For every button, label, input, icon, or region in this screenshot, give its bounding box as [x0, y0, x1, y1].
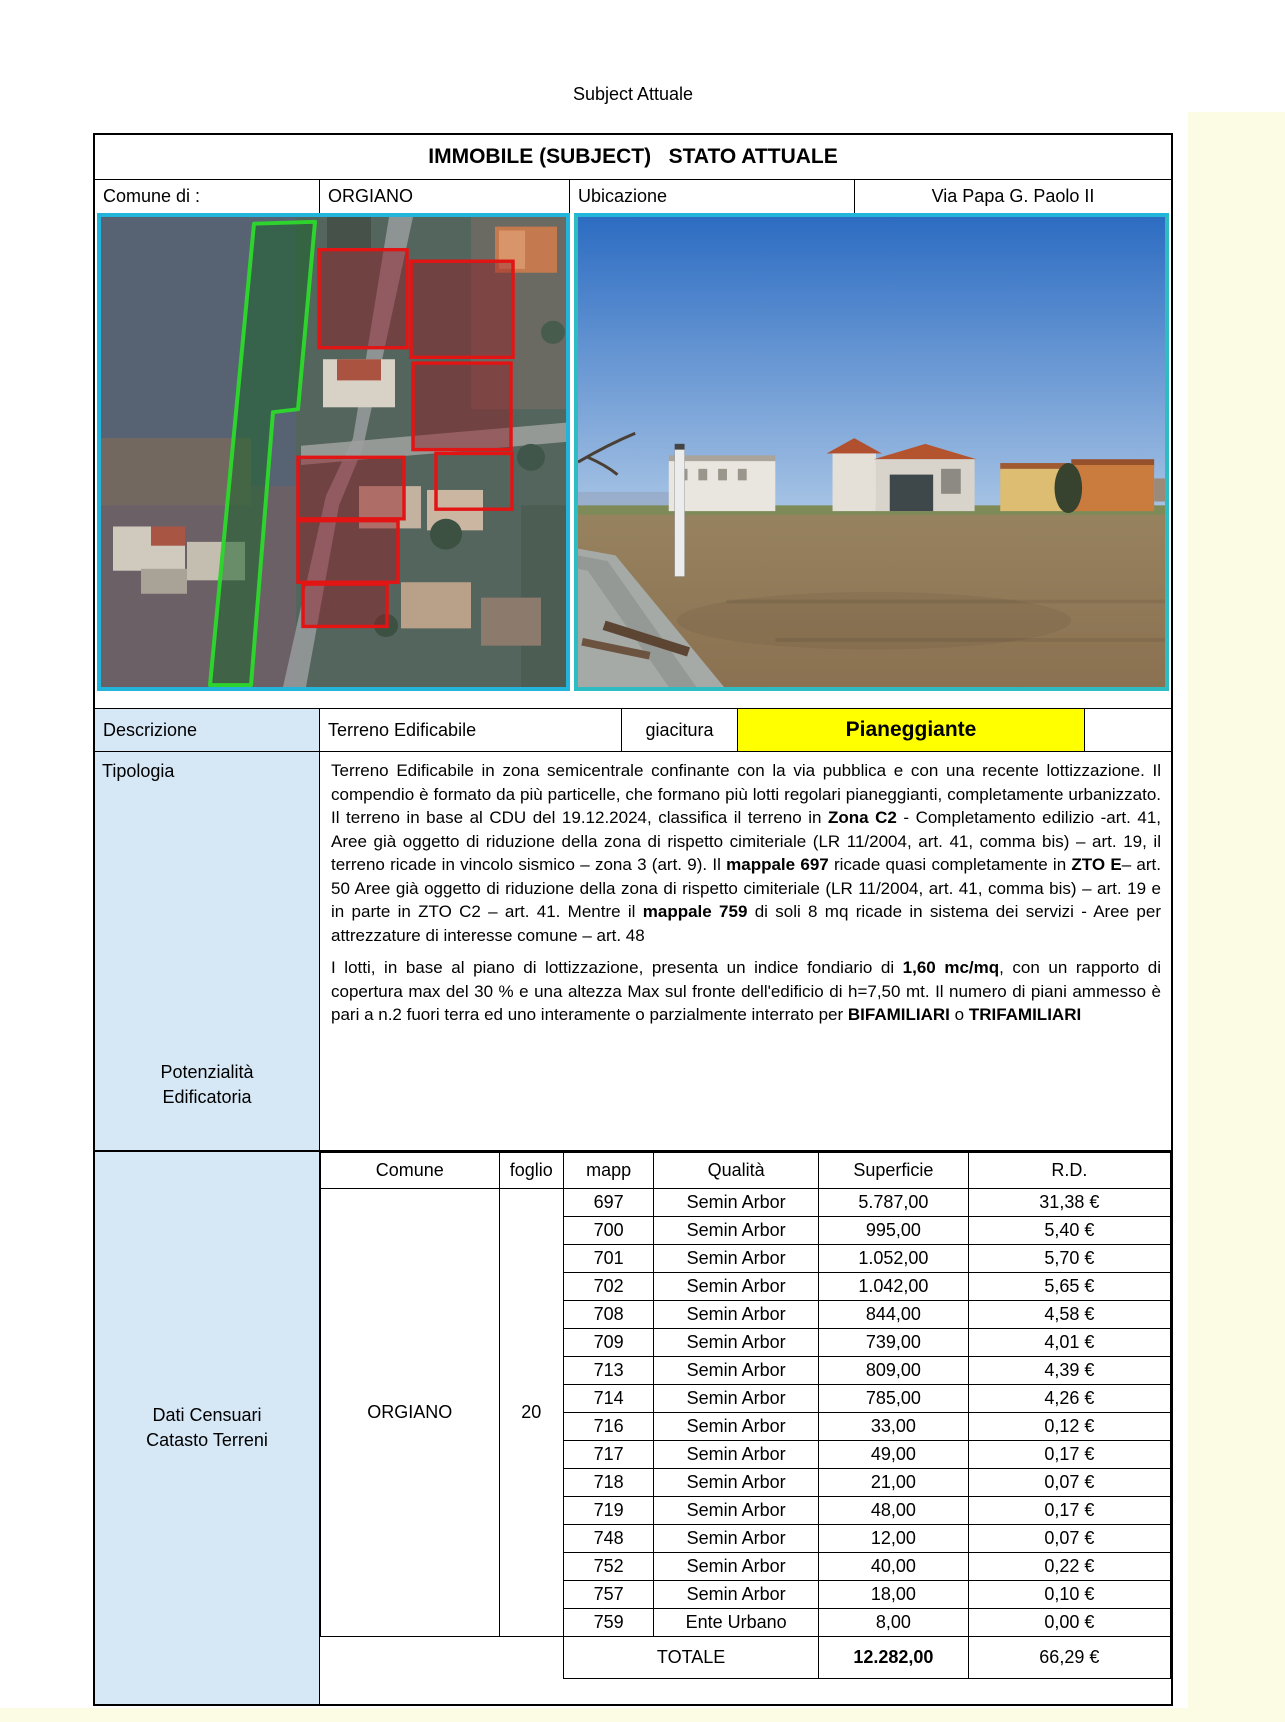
- rd-cell: 5,70 €: [968, 1245, 1170, 1273]
- rd-cell: 0,12 €: [968, 1413, 1170, 1441]
- superficie-cell: 33,00: [819, 1413, 969, 1441]
- descrizione-value: Terreno Edificabile: [320, 709, 622, 751]
- descrizione-empty-cell: [1085, 709, 1171, 751]
- qualita-cell: Semin Arbor: [654, 1469, 819, 1497]
- superficie-cell: 48,00: [819, 1497, 969, 1525]
- qualita-cell: Semin Arbor: [654, 1189, 819, 1217]
- mapp-cell: 759: [564, 1609, 654, 1637]
- qualita-cell: Semin Arbor: [654, 1357, 819, 1385]
- qualita-cell: Semin Arbor: [654, 1245, 819, 1273]
- comune-merged-cell: ORGIANO: [321, 1189, 500, 1637]
- superficie-cell: 21,00: [819, 1469, 969, 1497]
- table-header-title: IMMOBILE (SUBJECT) STATO ATTUALE: [95, 135, 1171, 180]
- page-margin-bottom: [0, 1708, 1285, 1722]
- giacitura-label: giacitura: [622, 709, 738, 751]
- qualita-cell: Semin Arbor: [654, 1301, 819, 1329]
- site-photo-graphic: [578, 217, 1165, 687]
- qualita-cell: Semin Arbor: [654, 1525, 819, 1553]
- superficie-cell: 8,00: [819, 1609, 969, 1637]
- qualita-cell: Semin Arbor: [654, 1413, 819, 1441]
- superficie-cell: 49,00: [819, 1441, 969, 1469]
- totale-rd: 66,29 €: [968, 1637, 1170, 1679]
- mapp-cell: 708: [564, 1301, 654, 1329]
- tipologia-section: [95, 752, 1171, 1152]
- totale-row: [321, 1637, 1171, 1679]
- mapp-cell: 701: [564, 1245, 654, 1273]
- header-rd: R.D.: [968, 1153, 1170, 1189]
- qualita-cell: Semin Arbor: [654, 1581, 819, 1609]
- aerial-map-graphic: [101, 217, 566, 687]
- ubicazione-label: Ubicazione: [570, 180, 855, 213]
- rd-cell: 0,17 €: [968, 1441, 1170, 1469]
- comune-value: ORGIANO: [320, 180, 570, 213]
- tipologia-label-column: [95, 752, 320, 1150]
- mapp-cell: 716: [564, 1413, 654, 1441]
- rd-cell: 5,40 €: [968, 1217, 1170, 1245]
- totale-blank-cell: [321, 1637, 564, 1679]
- superficie-cell: 844,00: [819, 1301, 969, 1329]
- header-qualita: Qualità: [654, 1153, 819, 1189]
- header-superficie: Superficie: [819, 1153, 969, 1189]
- giacitura-value-highlight: Pianeggiante: [738, 709, 1085, 751]
- catasto-header-row: [321, 1153, 1171, 1189]
- superficie-cell: 18,00: [819, 1581, 969, 1609]
- totale-label: TOTALE: [564, 1637, 819, 1679]
- page-title: Subject Attuale: [572, 84, 694, 104]
- rd-cell: 0,22 €: [968, 1553, 1170, 1581]
- rd-cell: 0,17 €: [968, 1497, 1170, 1525]
- mapp-cell: 719: [564, 1497, 654, 1525]
- rd-cell: 0,10 €: [968, 1581, 1170, 1609]
- superficie-cell: 40,00: [819, 1553, 969, 1581]
- superficie-cell: 1.042,00: [819, 1273, 969, 1301]
- foglio-merged-cell: 20: [499, 1189, 564, 1637]
- row-spacer: [95, 691, 1171, 709]
- catasto-table-wrap: [320, 1152, 1171, 1704]
- rd-cell: 4,26 €: [968, 1385, 1170, 1413]
- comune-label: Comune di :: [95, 180, 320, 213]
- mapp-cell: 757: [564, 1581, 654, 1609]
- descrizione-row: [95, 709, 1171, 752]
- totale-superficie: 12.282,00: [819, 1637, 969, 1679]
- descrizione-label: Descrizione: [95, 709, 320, 751]
- header-foglio: foglio: [499, 1153, 564, 1189]
- mapp-cell: 752: [564, 1553, 654, 1581]
- ubicazione-value: Via Papa G. Paolo II: [931, 186, 1095, 206]
- rd-cell: 0,07 €: [968, 1469, 1170, 1497]
- superficie-cell: 1.052,00: [819, 1245, 969, 1273]
- mapp-cell: 748: [564, 1525, 654, 1553]
- qualita-cell: Semin Arbor: [654, 1441, 819, 1469]
- catasto-label: [95, 1152, 320, 1704]
- mapp-cell: 718: [564, 1469, 654, 1497]
- superficie-cell: 12,00: [819, 1525, 969, 1553]
- superficie-cell: 809,00: [819, 1357, 969, 1385]
- catasto-section: [95, 1152, 1171, 1704]
- mapp-cell: 702: [564, 1273, 654, 1301]
- catasto-table: [320, 1152, 1171, 1679]
- superficie-cell: 739,00: [819, 1329, 969, 1357]
- tipologia-paragraph: Terreno Edificabile in zona semicentrale confinante con la via pubblica e con una recente lottizzazione. Il compendio è formato da più particelle, che formano più lotti regolari pianeggianti, completamente urbanizzato. Il terreno in base al CDU del 19.12.2024, classifica il terreno in Zona C2 - Completamento edilizio -art. 41, Aree già oggetto di riduzione della zona di rispetto cimiteriale (LR 11/2004, art. 41, comma bis) – art. 19, il terreno ricade in vincolo sismico – zona 3 (art. 9). Il mappale 697 ricade quasi completamente in ZTO E– art. 50 Aree già oggetto di riduzione della zona di rispetto cimiteriale (LR 11/2004, art. 41, comma bis) – art. 19 e in parte in ZTO C2 – art. 41. Mentre il mappale 759 di soli 8 mq ricade in sistema dei servizi - Aree per attrezzature di interesse comune – art. 48: [331, 761, 1161, 945]
- rd-cell: 4,58 €: [968, 1301, 1170, 1329]
- potenzialita-paragraph: I lotti, in base al piano di lottizzazione, presenta un indice fondiario di 1,60 mc/mq, con un rapporto di copertura max del 30 % e una altezza Max sul fronte dell'edificio di h=7,50 mt. Il numero di piani ammesso è pari a n.2 fuori terra ed uno interamente o parzialmente interrato per BIFAMILIARI o TRIFAMILIARI: [331, 958, 1161, 1024]
- mapp-cell: 700: [564, 1217, 654, 1245]
- aerial-map-photo: [97, 213, 570, 691]
- qualita-cell: Semin Arbor: [654, 1553, 819, 1581]
- catasto-data-row: [321, 1189, 1171, 1217]
- mapp-cell: 714: [564, 1385, 654, 1413]
- superficie-cell: 995,00: [819, 1217, 969, 1245]
- superficie-cell: 5.787,00: [819, 1189, 969, 1217]
- potenzialita-label-line2: Edificatoria: [162, 1087, 252, 1107]
- location-row: [95, 180, 1171, 213]
- rd-cell: 0,07 €: [968, 1525, 1170, 1553]
- mapp-cell: 717: [564, 1441, 654, 1469]
- potenzialita-label: [95, 1060, 319, 1110]
- rd-cell: 4,39 €: [968, 1357, 1170, 1385]
- potenzialita-label-line1: Potenzialità: [160, 1062, 254, 1082]
- qualita-cell: Semin Arbor: [654, 1329, 819, 1357]
- header-mapp: mapp: [564, 1153, 654, 1189]
- header-comune: Comune: [321, 1153, 500, 1189]
- qualita-cell: Semin Arbor: [654, 1217, 819, 1245]
- qualita-cell: Ente Urbano: [654, 1609, 819, 1637]
- rd-cell: 31,38 €: [968, 1189, 1170, 1217]
- qualita-cell: Semin Arbor: [654, 1385, 819, 1413]
- tipologia-label: Tipologia: [102, 761, 175, 781]
- rd-cell: 0,00 €: [968, 1609, 1170, 1637]
- site-photo: [574, 213, 1169, 691]
- document-table: [93, 133, 1173, 1706]
- superficie-cell: 785,00: [819, 1385, 969, 1413]
- rd-cell: 5,65 €: [968, 1273, 1170, 1301]
- qualita-cell: Semin Arbor: [654, 1273, 819, 1301]
- catasto-label-line2: Catasto Terreni: [146, 1430, 268, 1450]
- mapp-cell: 713: [564, 1357, 654, 1385]
- tipologia-content: [320, 752, 1171, 1150]
- mapp-cell: 697: [564, 1189, 654, 1217]
- rd-cell: 4,01 €: [968, 1329, 1170, 1357]
- page-margin-right: [1188, 112, 1285, 1722]
- photos-row: [95, 213, 1171, 691]
- mapp-cell: 709: [564, 1329, 654, 1357]
- qualita-cell: Semin Arbor: [654, 1497, 819, 1525]
- catasto-label-line1: Dati Censuari: [152, 1405, 262, 1425]
